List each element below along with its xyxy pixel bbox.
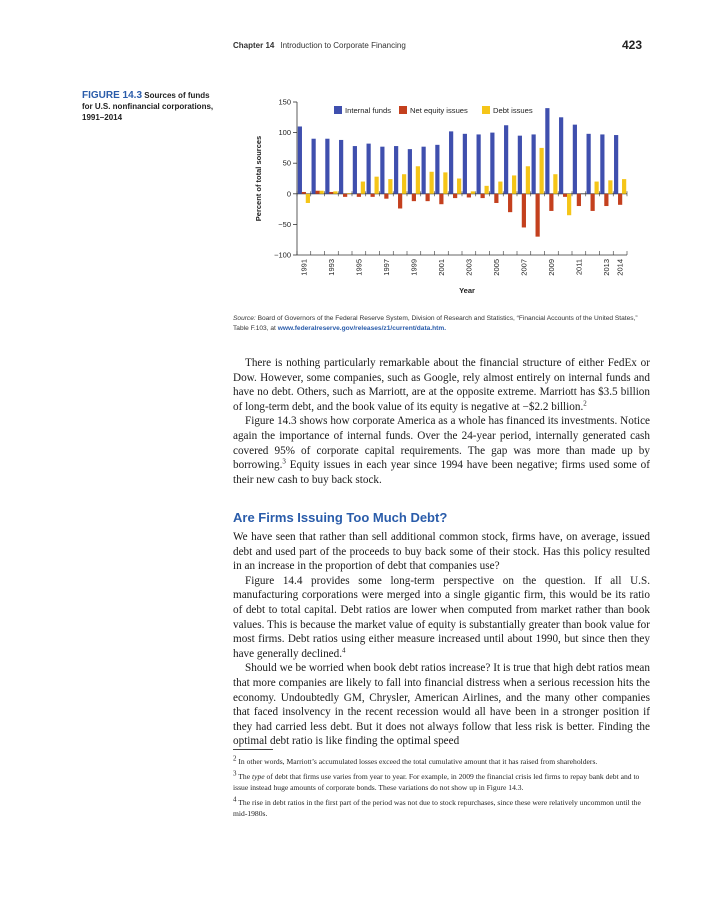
bar-debt-issues-2010 [567,194,571,215]
y-tick-label: −100 [274,250,291,260]
bar-internal-funds-1997 [380,147,384,194]
footnote-ref: 3 [282,457,286,466]
bar-internal-funds-2004 [477,134,481,193]
bar-internal-funds-2003 [463,134,467,194]
bar-debt-issues-2003 [471,191,475,193]
legend-swatch-net-equity-issues [399,106,407,114]
bar-internal-funds-2012 [587,134,591,194]
bar-debt-issues-1995 [361,182,365,194]
bar-net-equity-issues-2012 [591,194,595,211]
body-text-upper [233,356,650,487]
section-heading: Are Firms Issuing Too Much Debt? [233,510,448,525]
x-tick-label: 2005 [491,259,501,276]
bar-net-equity-issues-2005 [494,194,498,203]
bar-debt-issues-2001 [443,172,447,193]
x-tick-label: 2014 [615,259,625,276]
y-tick-label: 50 [282,158,291,168]
figure-source [233,314,638,334]
bar-debt-issues-2007 [526,166,530,194]
x-tick-label: 1993 [326,259,336,276]
paragraph: Figure 14.3 shows how corporate America as a whole has financed its investments. Notice again the importance of internal funds. Over the 24-year period, internally generated cash covered 95% of corporate capital requirements. The gap was more than made up by borrowing.$^3$ Equity issues in each year since 1994 have been negative; firms used some of their new cash to buy back stock. [233,415,650,486]
bar-internal-funds-2010 [559,117,563,194]
legend-swatch-debt-issues [482,106,490,114]
x-tick-label: 2009 [546,259,556,276]
bar-internal-funds-2007 [518,136,522,194]
bar-debt-issues-2004 [485,186,489,194]
x-tick-label: 2013 [601,259,611,276]
footnote-ref: 2 [583,399,587,408]
bar-net-equity-issues-2014 [618,194,622,205]
bar-debt-issues-2008 [540,148,544,194]
x-tick-label: 2011 [574,259,584,276]
figure-number: FIGURE 14.3 [82,90,143,101]
bar-net-equity-issues-1996 [371,194,375,197]
paragraph: Should we be worried when book debt ratios increase? It is true that high debt ratios mean that more companies are likely to fall into financial distress when a serious recession hits the economy. Undoubtedly GM, Chrysler, American Airlines, and the many other companies that faced insolvency in the recent recession would all have been in a stronger position if they had carried less debt. But it does not always follow that less risk is better. Finding the optimal debt ratio is like finding the optimal speed [233,662,650,748]
footnotes [233,749,650,823]
footnote: $^4$ The rise in debt ratios in the first part of the period was not due to stock repurchases, since these were relatively uncommon until the mid-1980s. [233,795,641,818]
bar-debt-issues-2000 [430,172,434,194]
running-head [233,41,406,50]
bar-debt-issues-2002 [457,179,461,194]
bar-debt-issues-1993 [333,191,337,193]
bar-internal-funds-1993 [325,139,329,194]
bar-net-equity-issues-2007 [522,194,526,228]
source-link[interactable]: www.federalreserve.gov/releases/z1/current/data.htm. [277,325,447,332]
bar-debt-issues-2013 [608,180,612,193]
bar-internal-funds-2000 [422,147,426,194]
bar-net-equity-issues-1995 [357,194,361,197]
bar-net-equity-issues-1993 [329,192,333,194]
legend-label: Net equity issues [410,106,468,115]
bar-internal-funds-2002 [449,131,453,193]
source-label: Source: [233,315,256,322]
x-tick-label: 2003 [464,259,474,276]
x-tick-label: 1999 [409,259,419,276]
bar-net-equity-issues-2000 [426,194,430,201]
bar-internal-funds-1999 [408,149,412,194]
bar-internal-funds-1994 [339,140,343,194]
footnote-ref: 4 [342,646,346,655]
chapter-label: Chapter 14 [233,41,275,50]
bar-internal-funds-2008 [532,134,536,193]
bar-net-equity-issues-1994 [343,194,347,197]
bar-net-equity-issues-1991 [302,192,306,194]
bar-debt-issues-1996 [375,177,379,194]
y-tick-label: 150 [278,97,291,107]
footnote-rule [233,749,273,750]
bar-net-equity-issues-2013 [604,194,608,206]
bar-internal-funds-1998 [394,146,398,194]
paragraph: We have seen that rather than sell additional common stock, firms have, on average, issued debt and used part of the proceeds to buy back some of their stock. Has this policy resulted in an increase in the proportion of debt that companies use? [233,531,650,573]
legend-label: Internal funds [345,106,392,115]
bar-debt-issues-2012 [595,182,599,194]
bar-net-equity-issues-1992 [316,191,320,194]
bar-net-equity-issues-2006 [508,194,512,212]
x-tick-label: 1997 [381,259,391,276]
bar-net-equity-issues-2002 [453,194,457,198]
sources-of-funds-chart [252,95,652,300]
legend-swatch-internal-funds [334,106,342,114]
bar-internal-funds-2013 [600,134,604,193]
bar-internal-funds-2011 [573,125,577,194]
bar-internal-funds-2014 [614,135,618,194]
y-tick-label: 0 [286,189,291,199]
bar-net-equity-issues-2001 [439,194,443,204]
x-axis-title: Year [459,286,475,295]
y-tick-label: 100 [278,128,291,138]
bar-net-equity-issues-2008 [536,194,540,237]
footnote: $^2$ In other words, Marriott’s accumulated losses exceed the total cumulative amount that it has raised from shareholders. [233,754,598,766]
bar-debt-issues-1999 [416,166,420,194]
paragraph: Figure 14.4 provides some long-term perspective on the question. If all U.S. manufacturing corporations were merged into a single gigantic firm, this would be its ratio of debt to total capital. Debt ratios are lower when computed from market rather than book values. This is because the market value of equity is substantially greater than book value for most firms. Debt ratios using either measure increased until about 1990, but since then they have generally declined.$^4$ [233,574,650,660]
legend-label: Debt issues [493,106,533,115]
bar-debt-issues-1997 [388,179,392,194]
bar-debt-issues-1994 [347,193,351,194]
chapter-title: Introduction to Corporate Financing [280,41,406,50]
x-tick-label: 1991 [299,259,309,276]
bar-debt-issues-2009 [553,174,557,194]
x-tick-label: 2001 [436,259,446,276]
bar-debt-issues-1998 [402,174,406,194]
bar-debt-issues-2006 [512,175,516,193]
bar-net-equity-issues-2003 [467,194,471,198]
bar-debt-issues-1991 [306,194,310,203]
bar-net-equity-issues-2011 [577,194,581,206]
bar-debt-issues-2014 [622,179,626,194]
bar-net-equity-issues-1999 [412,194,416,201]
bar-net-equity-issues-2009 [549,194,553,211]
y-tick-label: −50 [278,219,291,229]
figure-caption [82,90,222,123]
bar-internal-funds-1991 [298,126,302,193]
bar-net-equity-issues-1997 [384,194,388,199]
bar-internal-funds-2005 [490,133,494,194]
page-header [233,38,642,56]
bar-internal-funds-2009 [545,108,549,194]
paragraph: There is nothing particularly remarkable about the financial structure of either FedEx or Dow. However, some companies, such as Google, rely almost entirely on internal funds and have no debt. Others, such as Marriott, are at the opposite extreme. Marriott has $3.5 billion of long-term debt, and the book value of its equity is negative at −$2.2 billion.$^2$ [233,357,650,413]
bar-debt-issues-1992 [320,191,324,194]
bar-net-equity-issues-2004 [481,194,485,198]
page-number: 423 [621,38,642,52]
bar-net-equity-issues-2010 [563,194,567,197]
bar-internal-funds-1996 [367,144,371,194]
bar-debt-issues-2005 [498,182,502,194]
x-tick-label: 2007 [519,259,529,276]
source-text: Board of Governors of the Federal Reserve System, Division of Research and Statistics, “Financial Accounts of the United States,” Table F.103, at [233,315,638,332]
bar-internal-funds-2001 [435,145,439,194]
x-tick-label: 1995 [354,259,364,276]
y-axis-title: Percent of total sources [254,135,263,222]
figure-title: Sources of funds for U.S. nonfinancial corporations, 1991–2014 [82,91,214,122]
bar-net-equity-issues-1998 [398,194,402,209]
footnote: $^3$ The type of debt that firms use varies from year to year. For example, in 2009 the financial crisis led firms to repay bank debt and to issue instead huge amounts of corporate bonds. These variations do not show up in Figure 14.3. [233,769,640,792]
bar-internal-funds-1995 [353,146,357,194]
body-text-lower [233,530,650,749]
bar-internal-funds-2006 [504,125,508,194]
bar-internal-funds-1992 [312,139,316,194]
